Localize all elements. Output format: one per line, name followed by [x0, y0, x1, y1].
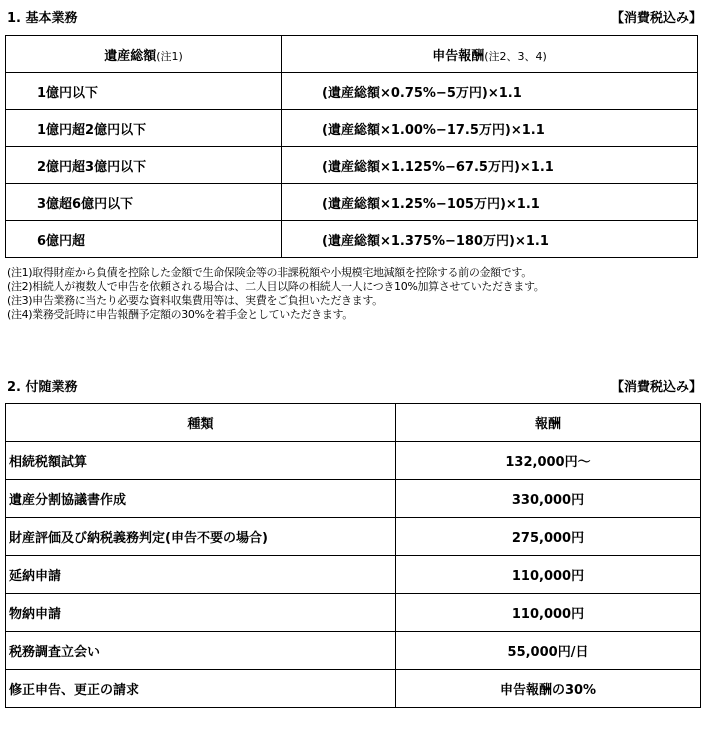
header-filing-fee-note: (注2、3、4): [484, 49, 547, 63]
service-type-cell: 物納申請: [6, 594, 396, 632]
service-type-cell: 遺産分割協議書作成: [6, 480, 396, 518]
header-type: 種類: [6, 404, 396, 442]
table-row: [6, 480, 701, 518]
header-estate-total-label: 遺産総額: [104, 48, 157, 64]
estate-range-cell: 6億円超: [6, 221, 282, 258]
table-header-row: [6, 36, 698, 73]
table-row: [6, 670, 701, 708]
estate-range-cell: 1億円超2億円以下: [6, 110, 282, 147]
table-row: [6, 518, 701, 556]
basic-fee-table: [5, 35, 698, 258]
service-fee-cell: 330,000円: [396, 480, 701, 518]
estate-range-cell: 2億円超3億円以下: [6, 147, 282, 184]
header-estate-total-note: (注1): [156, 49, 183, 63]
section2-title: 2. 付随業務: [7, 379, 78, 395]
estate-range-cell: 1億円以下: [6, 73, 282, 110]
table-row: [6, 110, 698, 147]
table-row: [6, 594, 701, 632]
service-fee-cell: 110,000円: [396, 594, 701, 632]
footnote-4: (注4)業務受託時に申告報酬予定額の30%を着手金としていただきます。: [7, 308, 353, 321]
table-row: [6, 184, 698, 221]
section1-title: 1. 基本業務: [7, 10, 78, 26]
header-fee: 報酬: [396, 404, 701, 442]
service-type-cell: 延納申請: [6, 556, 396, 594]
service-type-cell: 財産評価及び納税義務判定(申告不要の場合): [6, 518, 396, 556]
section2-header: [7, 375, 702, 395]
section2-tax-note: 【消費税込み】: [610, 379, 702, 395]
service-type-cell: 税務調査立会い: [6, 632, 396, 670]
header-estate-total: [6, 36, 282, 73]
fee-formula-cell: (遺産総額×1.25%−105万円)×1.1: [282, 184, 698, 221]
service-fee-cell: 申告報酬の30%: [396, 670, 701, 708]
service-fee-cell: 132,000円〜: [396, 442, 701, 480]
section1-tax-note: 【消費税込み】: [610, 10, 702, 26]
table-row: [6, 556, 701, 594]
table-row: [6, 73, 698, 110]
service-type-cell: 修正申告、更正の請求: [6, 670, 396, 708]
fee-formula-cell: (遺産総額×1.375%−180万円)×1.1: [282, 221, 698, 258]
table-row: [6, 442, 701, 480]
table-row: [6, 147, 698, 184]
table-row: [6, 221, 698, 258]
footnote-1: (注1)取得財産から負債を控除した金額で生命保険金等の非課税額や小規模宅地減額を控除する前の金額です。: [7, 266, 532, 279]
footnote-3: (注3)申告業務に当たり必要な資料収集費用等は、実費をご負担いただきます。: [7, 294, 383, 307]
header-filing-fee-label: 申告報酬: [432, 48, 485, 64]
fee-formula-cell: (遺産総額×1.00%−17.5万円)×1.1: [282, 110, 698, 147]
service-type-cell: 相続税額試算: [6, 442, 396, 480]
fee-formula-cell: (遺産総額×1.125%−67.5万円)×1.1: [282, 147, 698, 184]
table-header-row: [6, 404, 701, 442]
footnotes: [7, 266, 705, 322]
footnote-2: (注2)相続人が複数人で申告を依頼される場合は、二人目以降の相続人一人につき10%加算させていただきます。: [7, 280, 545, 293]
service-fee-cell: 275,000円: [396, 518, 701, 556]
fee-formula-cell: (遺産総額×0.75%−5万円)×1.1: [282, 73, 698, 110]
header-filing-fee: [282, 36, 698, 73]
service-fee-cell: 55,000円/日: [396, 632, 701, 670]
estate-range-cell: 3億超6億円以下: [6, 184, 282, 221]
section1-header: [7, 6, 702, 26]
table-row: [6, 632, 701, 670]
service-fee-cell: 110,000円: [396, 556, 701, 594]
ancillary-fee-table: [5, 403, 701, 708]
